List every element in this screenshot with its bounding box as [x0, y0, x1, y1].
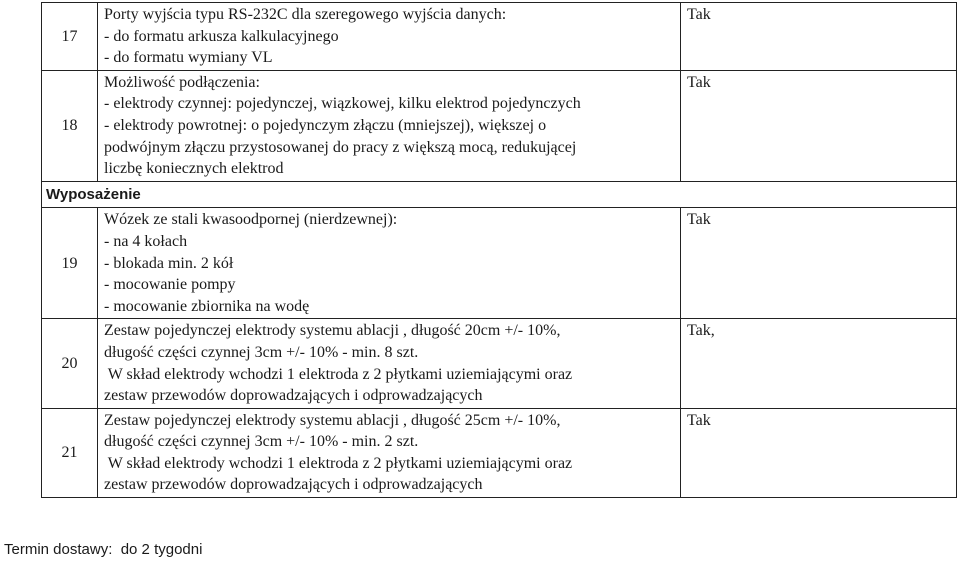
- table-row: [42, 319, 957, 408]
- description-line: długość części czynnej 3cm +/- 10% - min. 2 szt.: [104, 433, 419, 451]
- description-line: - mocowanie zbiornika na wodę: [104, 297, 310, 315]
- description-line: - elektrody powrotnej: o pojedynczym złączu (mniejszej), większej o: [104, 116, 547, 134]
- description-line: długość części czynnej 3cm +/- 10% - min. 8 szt.: [104, 343, 419, 361]
- row-value: Tak: [681, 70, 957, 181]
- row-description: [98, 70, 681, 181]
- row-description: [98, 3, 681, 71]
- description-line: Zestaw pojedynczej elektrody systemu ablacji , długość 20cm +/- 10%,: [104, 322, 561, 340]
- table-row: [42, 208, 957, 319]
- description-line: liczbę koniecznych elektrod: [104, 160, 284, 178]
- description-line: - do formatu arkusza kalkulacyjnego: [104, 27, 339, 45]
- table-row: [42, 70, 957, 181]
- section-title: Wyposażenie: [42, 181, 957, 208]
- description-line: podwójnym złączu przystosowanej do pracy z większą mocą, redukującej: [104, 138, 577, 156]
- description-line: - do formatu wymiany VL: [104, 49, 273, 67]
- description-line: W skład elektrody wchodzi 1 elektroda z 2 płytkami uziemiającymi oraz: [104, 454, 573, 472]
- row-value: Tak,: [681, 319, 957, 408]
- description-line: Zestaw pojedynczej elektrody systemu ablacji , długość 25cm +/- 10%,: [104, 411, 561, 429]
- delivery-term: Termin dostawy: do 2 tygodni: [4, 541, 203, 558]
- row-description: [98, 319, 681, 408]
- row-value: Tak: [681, 3, 957, 71]
- description-line: Porty wyjścia typu RS-232C dla szeregowego wyjścia danych:: [104, 6, 507, 23]
- description-line: - na 4 kołach: [104, 232, 188, 250]
- table-row: [42, 408, 957, 497]
- description-line: - mocowanie pompy: [104, 276, 236, 294]
- row-number: 20: [42, 319, 98, 408]
- description-line: - elektrody czynnej: pojedynczej, wiązkowej, kilku elektrod pojedynczych: [104, 95, 581, 113]
- table-row: [42, 3, 957, 71]
- description-line: W skład elektrody wchodzi 1 elektroda z 2 płytkami uziemiającymi oraz: [104, 365, 573, 383]
- row-value: Tak: [681, 208, 957, 319]
- specification-table: [41, 2, 957, 498]
- description-line: Wózek ze stali kwasoodpornej (nierdzewnej):: [104, 211, 398, 229]
- row-number: 17: [42, 3, 98, 71]
- section-row: [42, 181, 957, 208]
- description-line: Możliwość podłączenia:: [104, 73, 260, 91]
- description-line: zestaw przewodów doprowadzających i odprowadzających: [104, 387, 483, 405]
- row-number: 21: [42, 408, 98, 497]
- row-value: Tak: [681, 408, 957, 497]
- description-line: - blokada min. 2 kół: [104, 254, 234, 272]
- row-description: [98, 208, 681, 319]
- row-number: 19: [42, 208, 98, 319]
- row-description: [98, 408, 681, 497]
- description-line: zestaw przewodów doprowadzających i odprowadzających: [104, 476, 483, 494]
- row-number: 18: [42, 70, 98, 181]
